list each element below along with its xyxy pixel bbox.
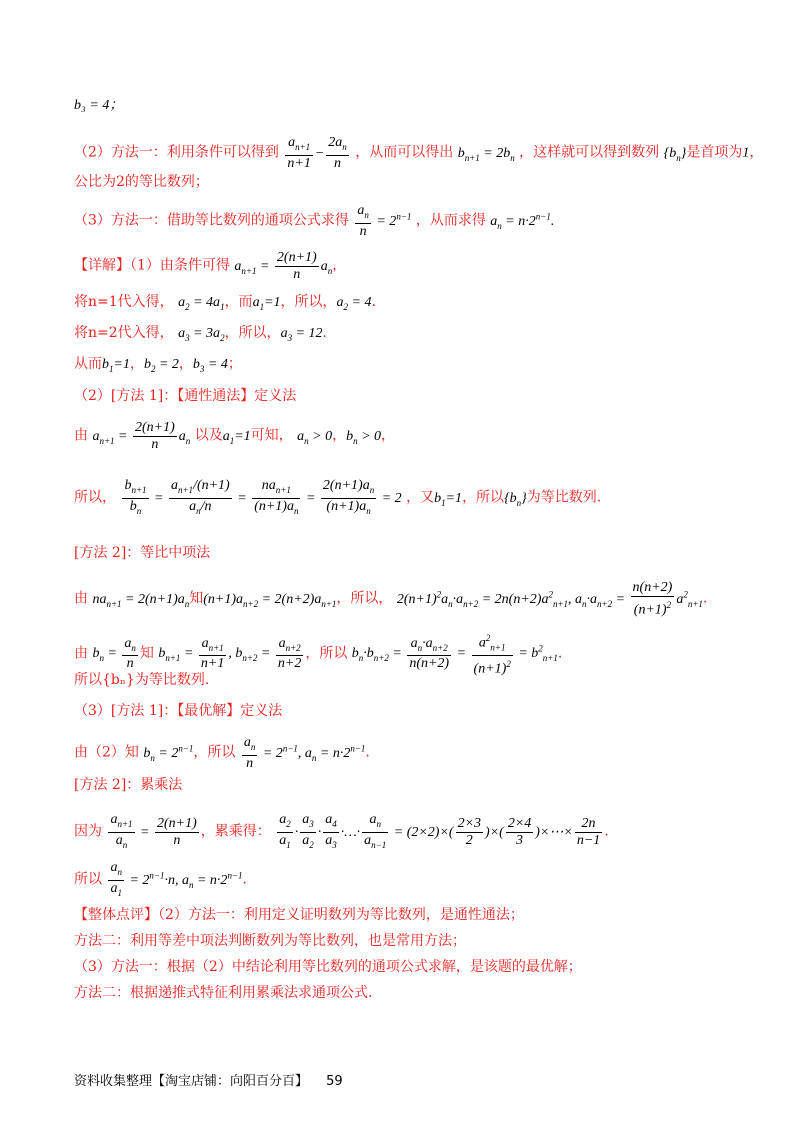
text-ratio-proof: 所以， $\frac{b_{n+1}}{b_n}$ = $\frac{a_{n+1}/(n+1)}{a_n/n}$ = $\frac{na_{n+1}}{(n+1)a_n}$ = $\frac{2(n+1)a_n}{(n+1)a_n}$ = 2 ，又$b_1=1$，所以$\{b_n\}$为等比数列. [74,478,602,516]
text-bn-product: 由 $b_n$ = $\frac{a_n}{n}$ 知 $b_{n+1}$ = $\frac{a_{n+1}}{n+1}$ , $b_{n+2}$ = $\frac{a_{n+2}}{n+2}$ ，所以 $b_n\cdot b_{n+2}$ = $\frac{a_n\cdot a_{n+2}}{n(n+2)}$ = $\frac{a^2_{n+1}}{(n+1)^2}$ = $b^2_{n+1}$. [74,630,562,678]
text-review-3: （3）方法一：根据（2）中结论利用等比数列的通项公式求解，是该题的最优解； [74,959,582,975]
text-conclusion-geo: 所以{bₙ}为等比数列. [74,672,210,688]
text-from-2: 由（2）知 $b_n = 2^{n-1}$，所以 $\frac{a_n}{n}$ = $2^{n-1}$, $a_n = n\cdot 2^{n-1}$. [74,735,370,771]
text-method-2-2: [方法 2]：等比中项法 [74,545,211,561]
page-number: 59 [326,1074,343,1089]
footer-source: 资料收集整理【淘宝店铺：向阳百分百】 [74,1074,309,1089]
text-review-4: 方法二：根据递推式特征利用累乘法求通项公式. [74,985,373,1001]
text-method-3-2: [方法 2]：累乘法 [74,777,183,793]
text-review-2: 方法二：利用等差中项法判断数列为等比数列，也是常用方法； [74,933,466,949]
text-result: 所以 $\frac{a_n}{a_1}$ = $2^{n-1}\cdot n$, $a_n = n\cdot 2^{n-1}$. [74,860,247,898]
text-n2: 将n=2代入得， $a_3 = 3a_2$，所以，$a_3 = 12$. [74,325,327,343]
text-b-values: 从而$b_1=1$，$b_2 = 2$，$b_3 = 4$； [74,356,242,374]
page-footer [74,1070,343,1089]
text-geo-mean: 由 $na_{n+1} = 2(n+1)a_n$知$(n+1)a_{n+2} = 2(n+2)a_{n+1}$，所以， $2(n+1)^2a_n\cdot a_{n+2} = 2n(n+2)a^2_{n+1}$, $a_n\cdot a_{n+2}$ = $\frac{n(n+2)}{(n+1)^2}$ $a^2_{n+1}$. [74,580,708,618]
text-overall-review: 【整体点评】（2）方法一：利用定义证明数列为等比数列，是通性通法； [74,907,524,923]
text-b3: b₃ = 4； [74,98,124,113]
text-n1: 将n=1代入得， $a_2 = 4a_1$，而$a_1=1$，所以，$a_2 = 4$. [74,294,376,312]
text-definition: 由 $a_{n+1}$ = $\frac{2(n+1)}{n}$ $a_n$ 以及$a_1=1$可知， $a_n > 0$，$b_n > 0$， [74,420,396,452]
text-method1-part2: （2）方法一：利用条件可以得到 $\frac{a_{n+1}}{n+1}$ − $\frac{2a_n}{n}$ ，从而可以得出 $b_{n+1} = 2b_n$ ，这样就可以得到数列 $\{b_n\}$是首项为1， [74,135,764,171]
text-ratio-2: 公比为2的等比数列； [74,174,209,190]
text-method-3-1: （3）[方法 1]：【最优解】定义法 [74,703,283,719]
text-detail-1: 【详解】（1）由条件可得 $a_{n+1}$ = $\frac{2(n+1)}{n}$ $a_n$， [74,250,347,282]
text-method1-part3: （3）方法一：借助等比数列的通项公式求得 $\frac{a_n}{n}$ = $2^{n-1}$ ，从而求得 $a_n = n\cdot 2^{n-1}$. [74,203,555,239]
text-multiplication: 因为 $\frac{a_{n+1}}{a_n}$ = $\frac{2(n+1)}{n}$ ，累乘得： $\frac{a_2}{a_1}$ · $\frac{a_3}{a_2}$ · $\frac{a_4}{a_3}$ ·…· $\frac{a_n}{a_{n-1}}$ = (2×2)×( $\frac{2\times 3}{2}$ )×( $\frac{2\times 4}{3}$ )×⋯× $\frac{2n}{n-1}$ . [74,812,609,850]
text-method-2-1: （2）[方法 1]：【通性通法】定义法 [74,388,297,404]
